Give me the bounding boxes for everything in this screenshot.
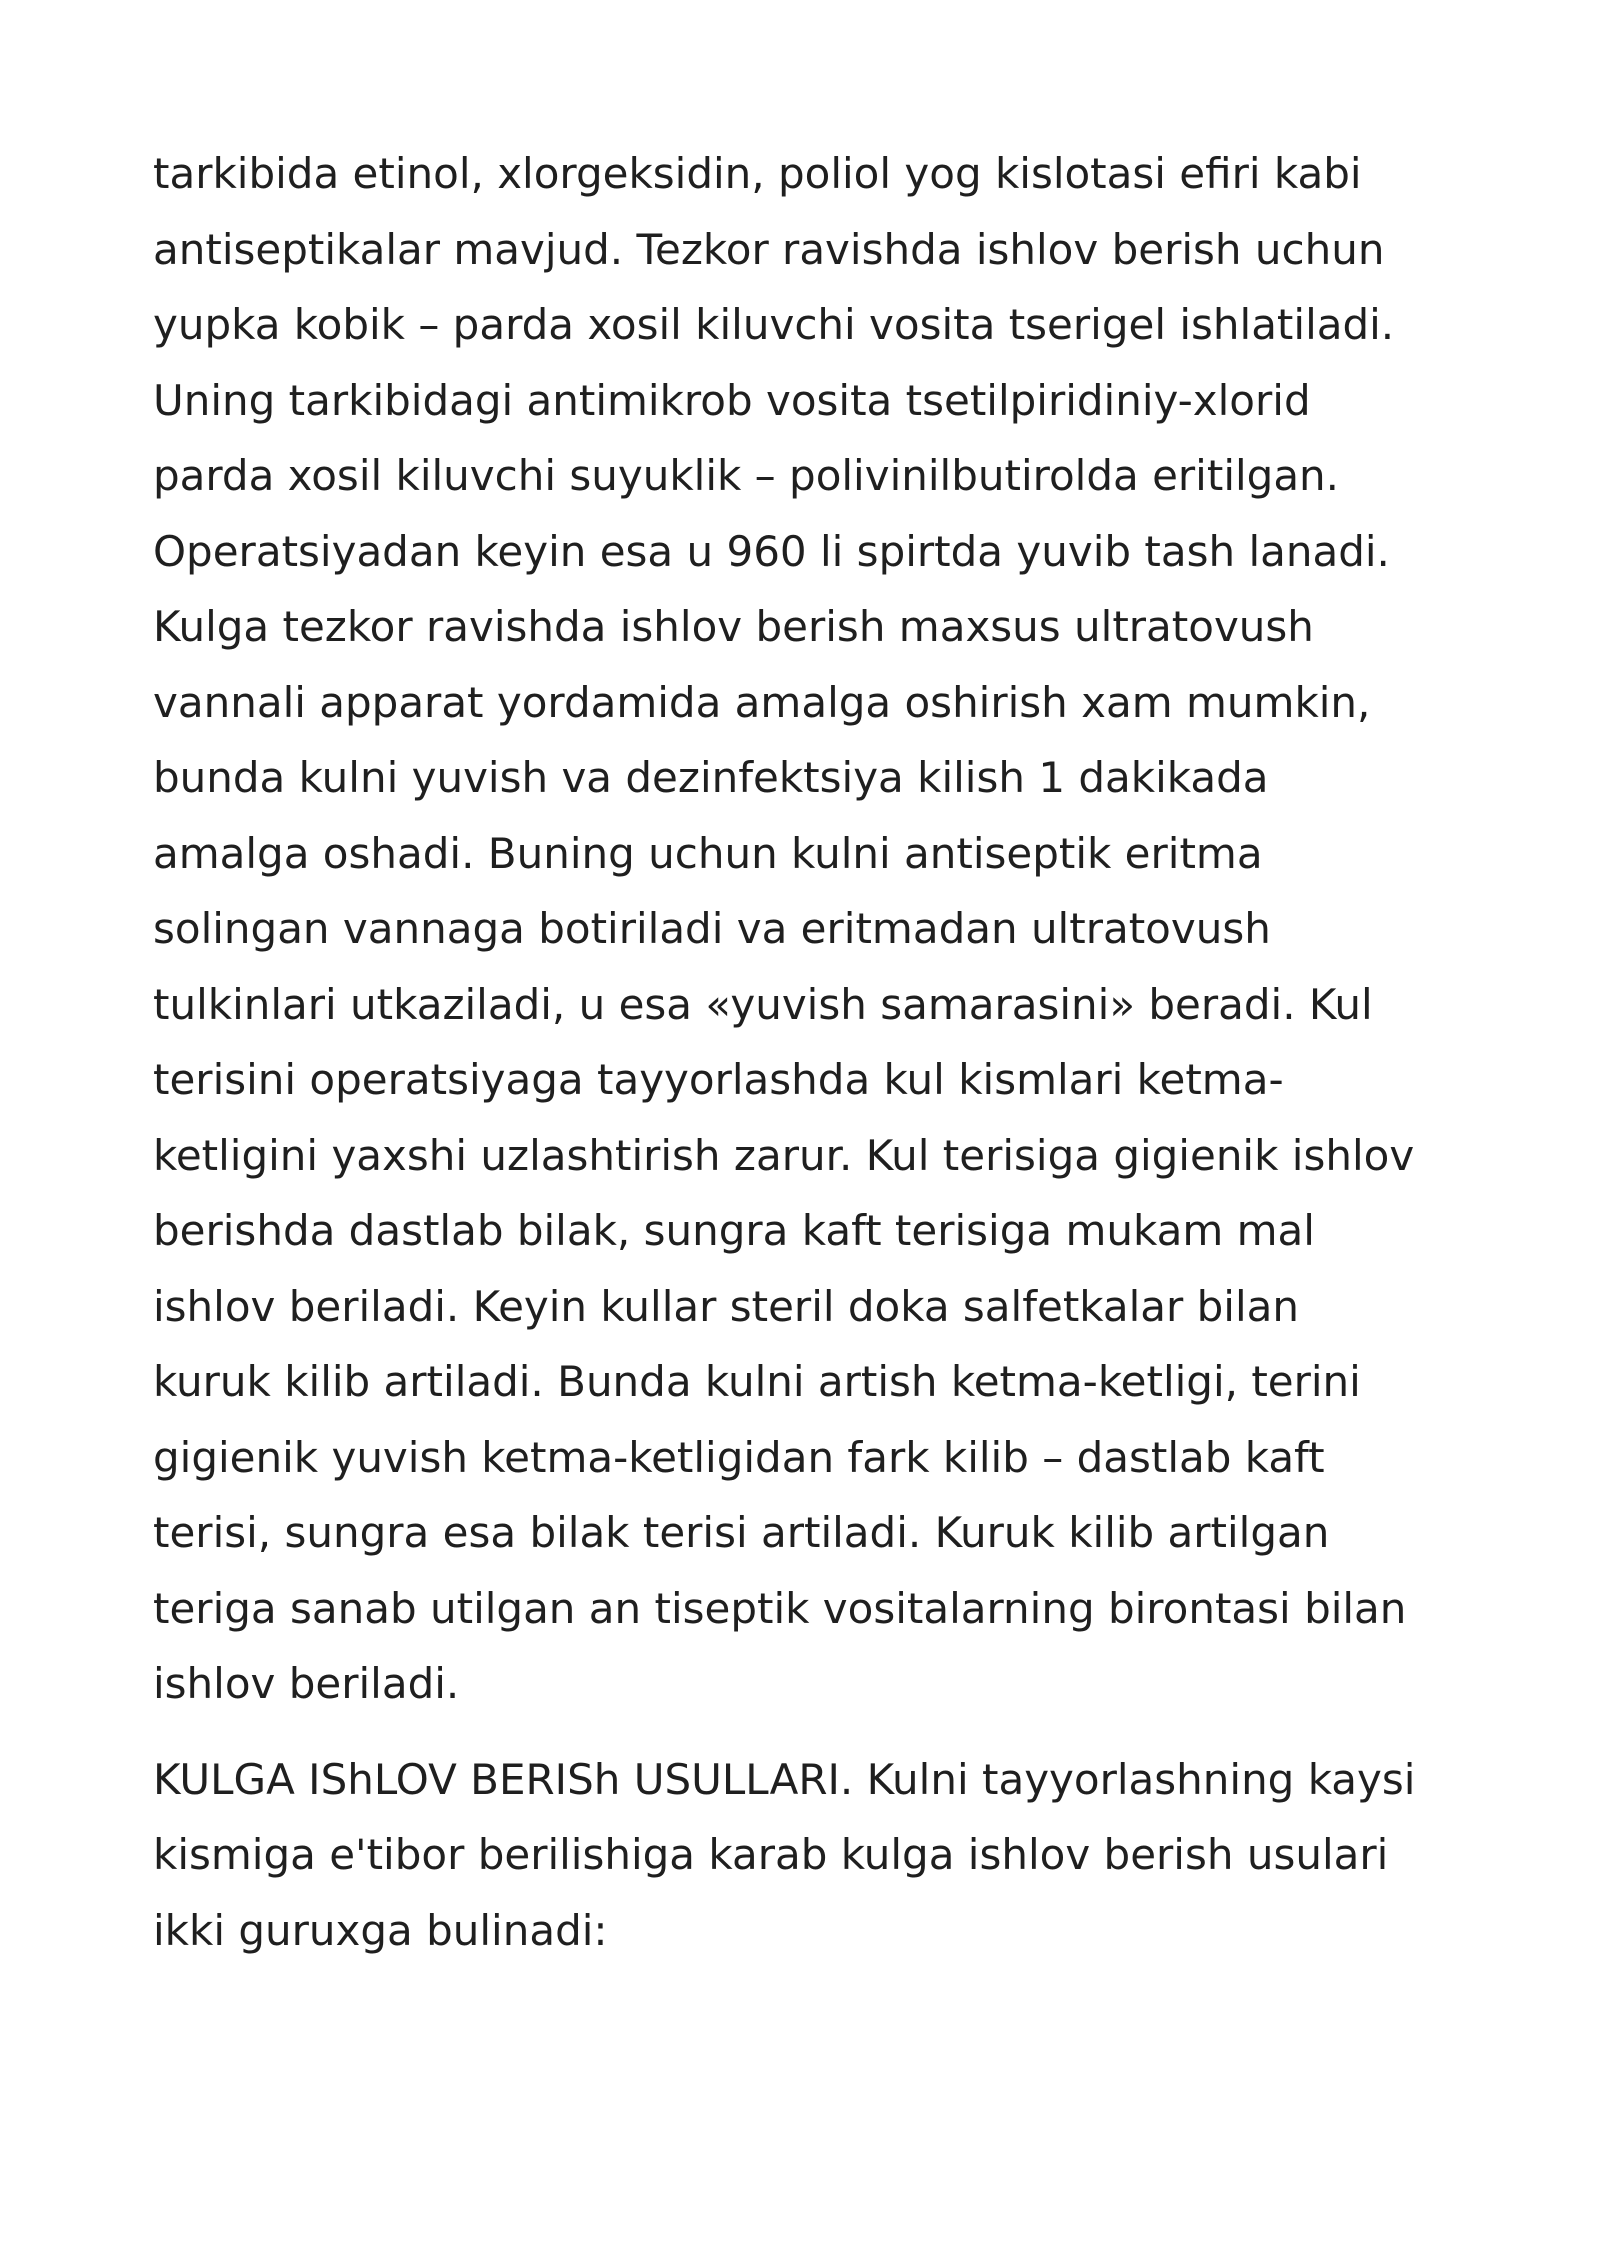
text-line: parda xosil kiluvchi suyuklik – polivinilbutirolda eritilgan.	[153, 451, 1340, 500]
paragraph-antiseptic-treatment	[153, 136, 1473, 1722]
text-line: vannali apparat yordamida amalga oshirish xam mumkin,	[153, 677, 1371, 727]
text-line: terisini operatsiyaga tayyorlashda kul kismlari ketma-	[153, 1055, 1284, 1104]
text-line: Uning tarkibidagi antimikrob vosita tsetilpiridiniy-xlorid	[153, 375, 1311, 425]
text-line: bunda kulni yuvish va dezinfektsiya kilish 1 dakikada	[153, 753, 1269, 802]
document-body	[153, 136, 1473, 1968]
text-line: Operatsiyadan keyin esa u 960 li spirtda yuvib tash lanadi.	[153, 526, 1390, 576]
text-line: terisi, sungra esa bilak terisi artiladi. Kuruk kilib artilgan	[153, 1508, 1330, 1557]
text-line: kuruk kilib artiladi. Bunda kulni artish ketma-ketligi, terini	[153, 1357, 1361, 1406]
text-line: Kulga tezkor ravishda ishlov berish maxsus ultratovush	[153, 602, 1314, 651]
text-line: KULGA IShLOV BERISh USULLARI. Kulni tayyorlashning kaysi	[153, 1754, 1416, 1804]
text-line: solingan vannaga botiriladi va eritmadan ultratovush	[153, 904, 1271, 953]
text-line: berishda dastlab bilak, sungra kaft terisiga mukam mal	[153, 1206, 1315, 1255]
text-line: tarkibida etinol, xlorgeksidin, poliol yog kislotasi efiri kabi	[153, 149, 1362, 198]
text-line: antiseptikalar mavjud. Tezkor ravishda ishlov berish uchun	[153, 224, 1385, 274]
text-line: yupka kobik – parda xosil kiluvchi vosita tserigel ishlatiladi.	[153, 300, 1395, 349]
text-line: ikki guruxga bulinadi:	[153, 1905, 608, 1955]
text-line: ishlov beriladi.	[153, 1659, 460, 1708]
paragraph-hand-treatment-methods	[153, 1742, 1473, 1969]
text-line: ishlov beriladi. Keyin kullar steril doka salfetkalar bilan	[153, 1281, 1299, 1331]
text-line: kismiga e'tibor berilishiga karab kulga ishlov berish usulari	[153, 1830, 1389, 1879]
text-line: amalga oshadi. Buning uchun kulni antiseptik eritma	[153, 828, 1263, 878]
text-line: ketligini yaxshi uzlashtirish zarur. Kul terisiga gigienik ishlov	[153, 1130, 1415, 1180]
text-line: tulkinlari utkaziladi, u esa «yuvish samarasini» beradi. Kul	[153, 979, 1373, 1029]
paragraph-spacer	[153, 1722, 1473, 1742]
text-line: teriga sanab utilgan an tiseptik vositalarning birontasi bilan	[153, 1583, 1407, 1633]
text-line: gigienik yuvish ketma-ketligidan fark kilib – dastlab kaft	[153, 1432, 1325, 1482]
